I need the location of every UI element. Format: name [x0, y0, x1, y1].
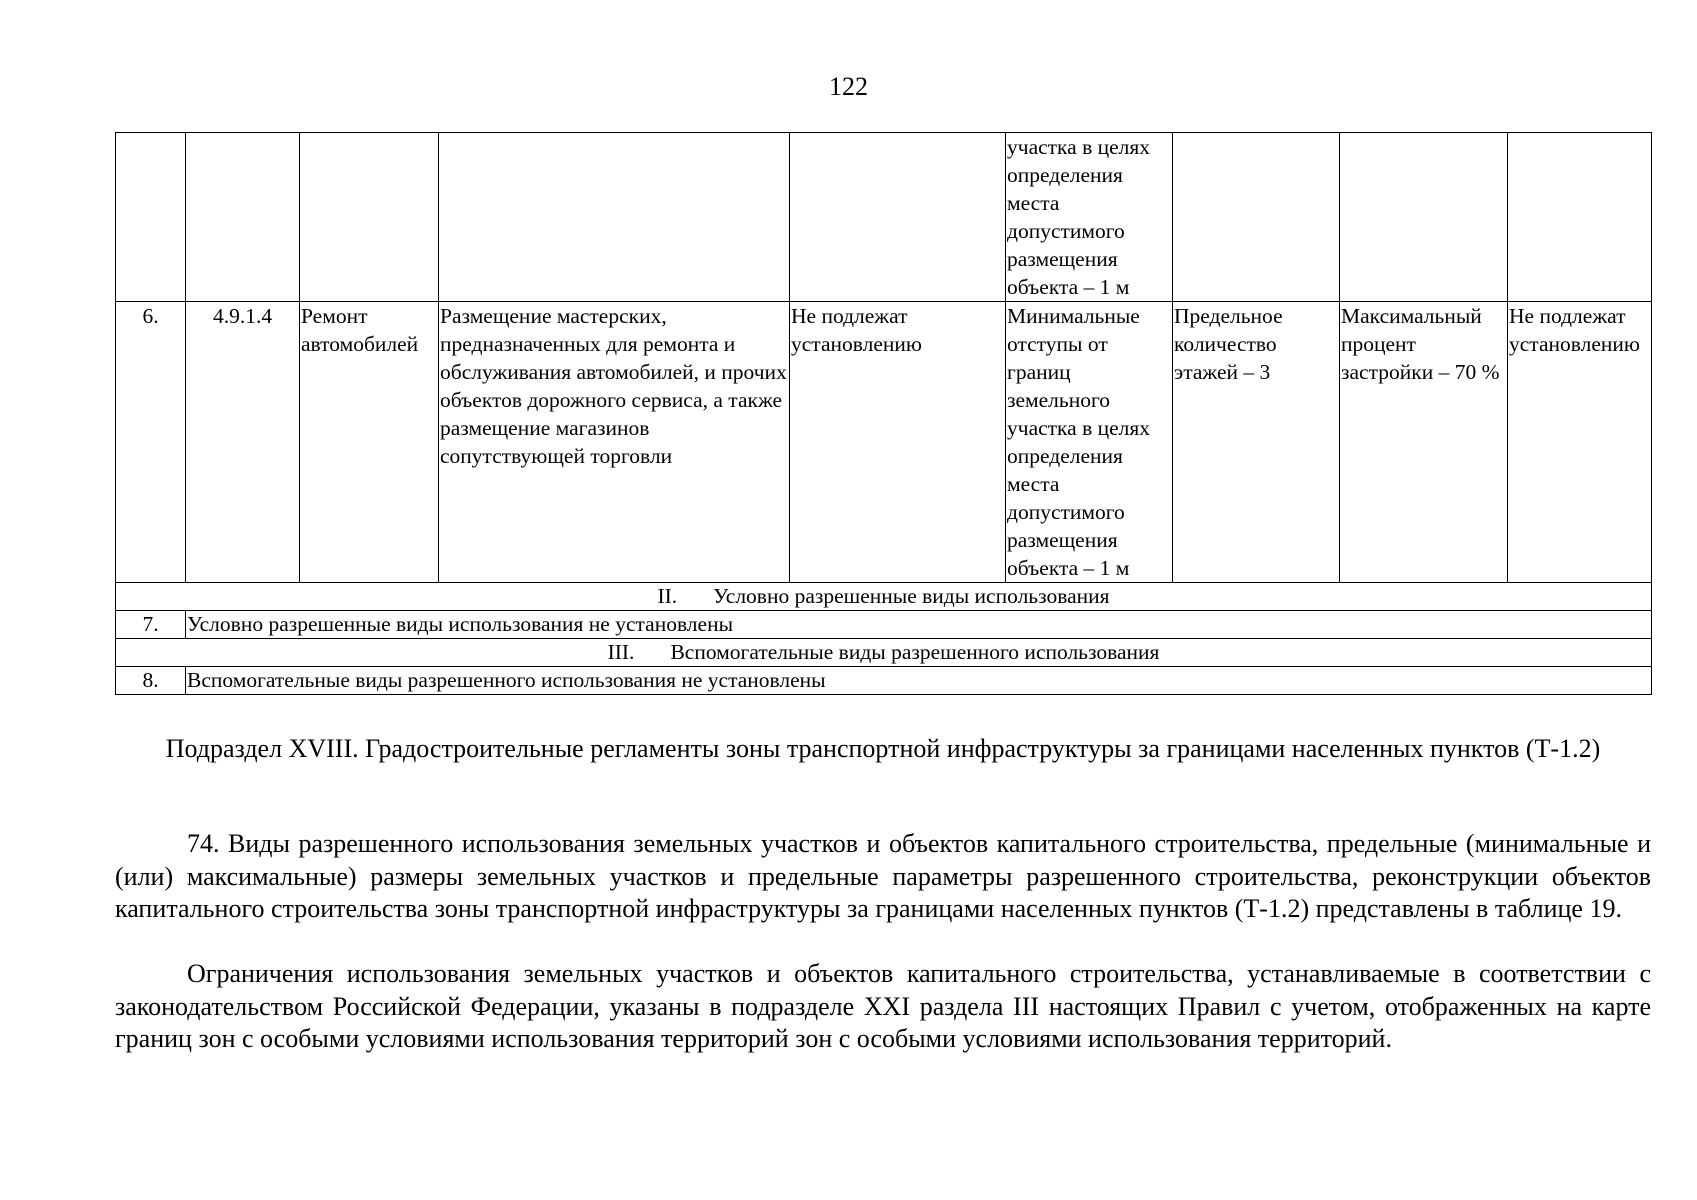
- section-header-row: [116, 639, 1652, 667]
- section-number: II.: [657, 584, 678, 608]
- cell: [1508, 133, 1652, 302]
- floors-limit: Предельное количество этажей – 3: [1173, 302, 1340, 583]
- use-code: 4.9.1.4: [186, 302, 300, 583]
- plot-size: Не подлежат установлению: [790, 302, 1006, 583]
- cell: [116, 133, 186, 302]
- use-name: Ремонт автомобилей: [300, 302, 439, 583]
- cell: [300, 133, 439, 302]
- other-params: Не подлежат установлению: [1508, 302, 1652, 583]
- row-number: 8.: [116, 667, 186, 695]
- paragraph-restrictions: Ограничения использования земельных участков и объектов капитального строительства, устанавливаемые в соответствии с законодательством Российской Федерации, указаны в подразделе XXI раздела III настоящих Правил с учетом, отображенных на карте границ зон с особыми условиями использования территорий зон с особыми условиями использования территорий.: [115, 959, 1651, 1053]
- table-row-continuation: [116, 133, 1652, 302]
- table-row: [116, 667, 1652, 695]
- section-header-row: [116, 583, 1652, 611]
- regulations-table: [115, 132, 1652, 695]
- section-header: [116, 639, 1652, 667]
- row-text: Вспомогательные виды разрешенного использования не установлены: [186, 667, 1652, 695]
- table-row: [116, 302, 1652, 583]
- cell: [186, 133, 300, 302]
- page-number: 122: [829, 72, 868, 101]
- use-description: Размещение мастерских, предназначенных для ремонта и обслуживания автомобилей, и прочих объектов дорожного сервиса, а также размещение магазинов сопутствующей торговли: [439, 302, 790, 583]
- paragraph-74: 74. Виды разрешенного использования земельных участков и объектов капитального строительства, предельные (минимальные и (или) максимальные) размеры земельных участков и предельные параметры разрешенного строительства, реконструкции объектов капитального строительства зоны транспортной инфраструктуры за границами населенных пунктов (Т-1.2) представлены в таблице 19.: [115, 829, 1651, 923]
- section-title: Условно разрешенные виды использования: [713, 584, 1110, 608]
- section-number: III.: [607, 640, 635, 664]
- table-row: [116, 611, 1652, 639]
- section-title: Вспомогательные виды разрешенного использования: [670, 640, 1160, 664]
- row-text: Условно разрешенные виды использования не установлены: [186, 611, 1652, 639]
- row-number: 6.: [116, 302, 186, 583]
- cell: [1173, 133, 1340, 302]
- cell-setbacks-continued: участка в целях определения места допустимого размещения объекта – 1 м: [1006, 133, 1173, 302]
- subsection-title: Подраздел XVIII. Градостроительные регламенты зоны транспортной инфраструктуры за границами населенных пунктов (Т-1.2): [165, 734, 1601, 763]
- section-header: [116, 583, 1652, 611]
- row-number: 7.: [116, 611, 186, 639]
- cell: [1340, 133, 1508, 302]
- cell: [439, 133, 790, 302]
- cell: [790, 133, 1006, 302]
- setbacks: Минимальные отступы от границ земельного участка в целях определения места допустимого размещения объекта – 1 м: [1006, 302, 1173, 583]
- coverage-limit: Максимальный процент застройки – 70 %: [1340, 302, 1508, 583]
